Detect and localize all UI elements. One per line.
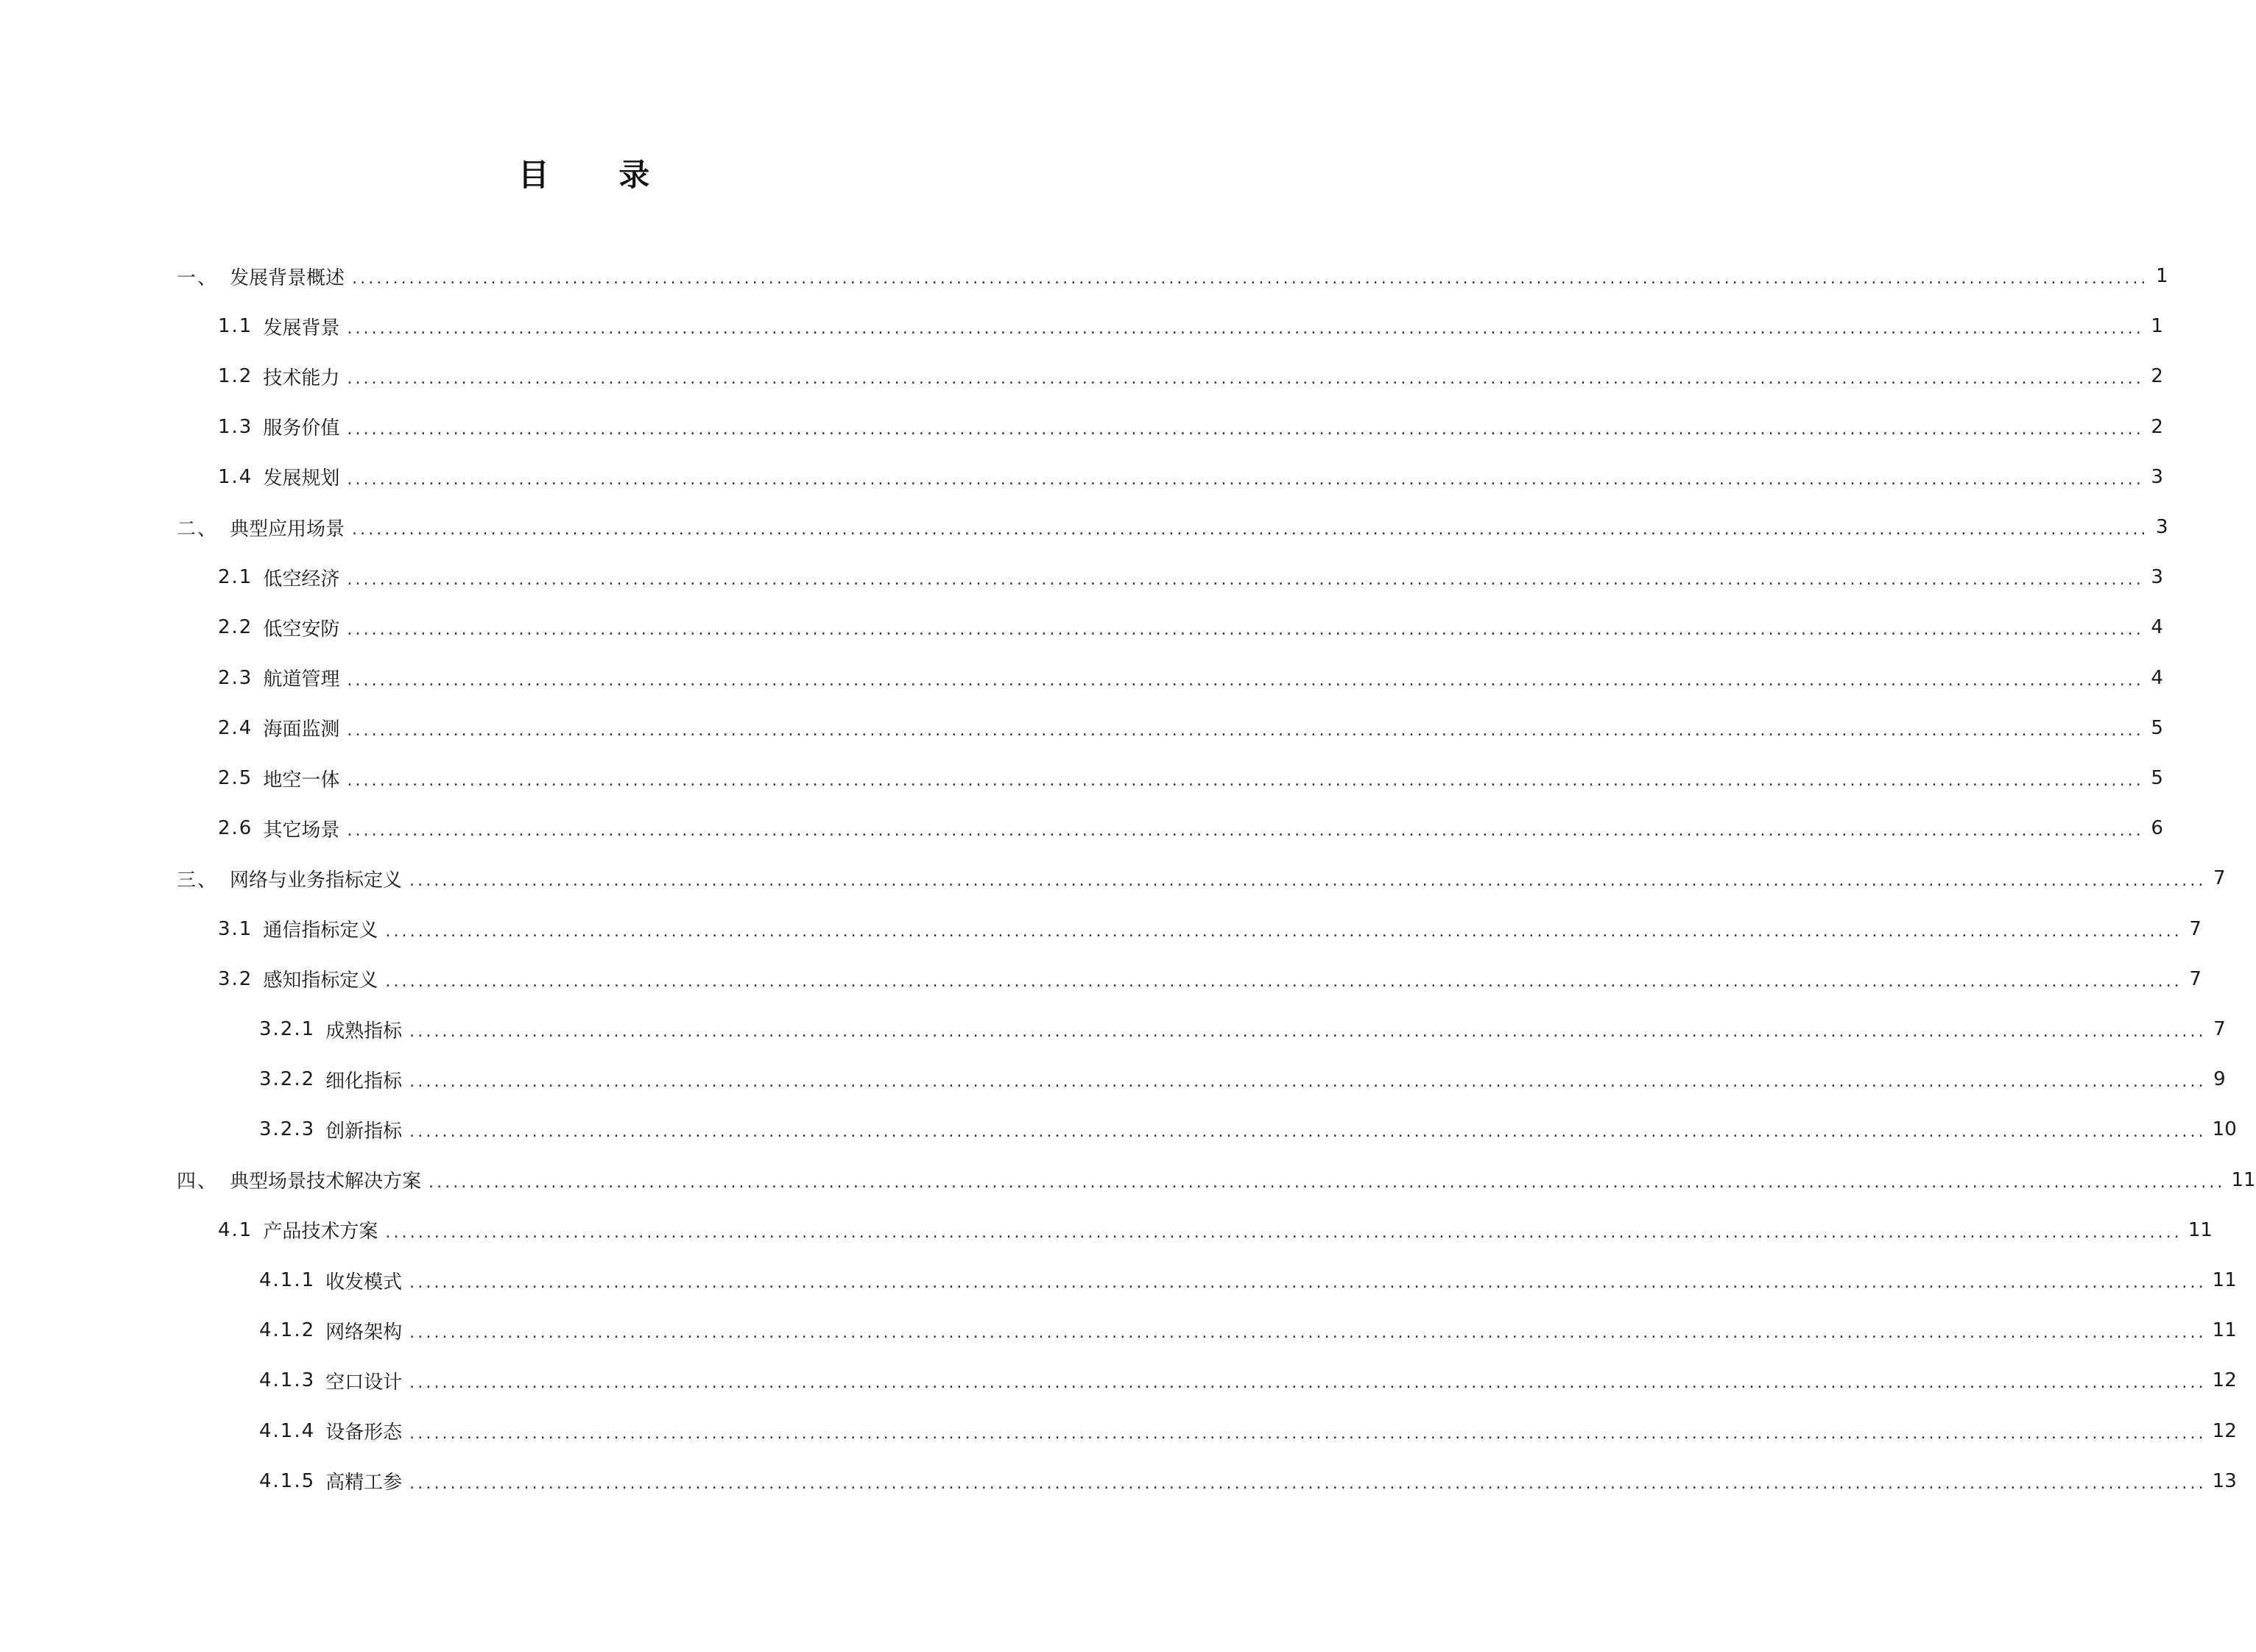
toc-entry-number: 2.2 [218,616,253,639]
toc-entry-title: 收发模式 [325,1271,403,1293]
dot-leader: ............................................................................................................................................................................................................................ [409,1274,2207,1292]
dot-leader: ............................................................................................................................................................................................................................ [352,520,2149,539]
toc-entry[interactable] [259,1111,2237,1148]
toc-entry-page-number: 11 [2231,1168,2256,1191]
toc-entry[interactable] [218,961,2202,998]
toc-entry-page-number: 3 [2151,465,2163,488]
toc-entry[interactable] [177,258,2168,294]
toc-entry-title: 空口设计 [325,1371,403,1394]
toc-entry-title: 创新指标 [325,1120,403,1143]
dot-leader: ............................................................................................................................................................................................................................ [385,972,2182,991]
dot-leader: ............................................................................................................................................................................................................................ [347,671,2144,690]
toc-entry-title: 发展背景概述 [230,266,345,289]
toc-entry[interactable] [218,1212,2213,1249]
toc-entry[interactable] [259,1312,2237,1349]
toc-entry-number: 一、 [177,266,219,289]
toc-entry-page-number: 1 [2155,265,2168,287]
dot-leader: ............................................................................................................................................................................................................................ [409,1374,2207,1393]
toc-entry-title: 低空经济 [263,568,340,590]
toc-entry-page-number: 11 [2212,1269,2237,1291]
toc-entry-title: 设备形态 [325,1422,403,1444]
toc-entry[interactable] [259,1463,2237,1500]
toc-entry-page-number: 5 [2151,767,2163,789]
toc-entry-title: 典型应用场景 [230,518,345,540]
dot-leader: ............................................................................................................................................................................................................................ [409,1073,2207,1092]
dot-leader: ............................................................................................................................................................................................................................ [409,872,2207,891]
toc-entry-page-number: 7 [2189,917,2202,940]
toc-entry-title: 通信指标定义 [263,919,378,942]
dot-leader: ............................................................................................................................................................................................................................ [347,772,2144,790]
toc-entry-number: 3.2.2 [259,1068,316,1091]
toc-entry-page-number: 2 [2151,415,2163,438]
dot-leader: ............................................................................................................................................................................................................................ [352,269,2149,288]
toc-entry-title: 高精工参 [325,1472,403,1494]
toc-entry-page-number: 7 [2213,1018,2226,1040]
dot-leader: ............................................................................................................................................................................................................................ [409,1474,2207,1493]
toc-entry[interactable] [259,1413,2237,1450]
toc-entry-title: 成熟指标 [325,1020,403,1042]
dot-leader: ............................................................................................................................................................................................................................ [347,721,2144,740]
toc-entry-page-number: 4 [2151,666,2163,689]
toc-entry-number: 四、 [177,1171,219,1193]
toc-entry[interactable] [259,1262,2237,1299]
toc-entry-page-number: 7 [2189,967,2202,990]
toc-entry[interactable] [218,308,2163,345]
dot-leader: ............................................................................................................................................................................................................................ [347,370,2144,389]
toc-heading: 目 录 [518,157,680,193]
toc-entry-number: 4.1.5 [259,1469,316,1492]
toc-entry-title: 服务价值 [263,417,340,440]
toc-entry-number: 4.1 [218,1218,253,1241]
toc-entry-page-number: 1 [2151,315,2163,338]
dot-leader: ............................................................................................................................................................................................................................ [347,571,2144,590]
toc-entry-page-number: 11 [2212,1319,2237,1342]
toc-entry-number: 3.2.3 [259,1118,316,1141]
dot-leader: ............................................................................................................................................................................................................................ [385,922,2182,941]
dot-leader: ............................................................................................................................................................................................................................ [347,470,2144,489]
toc-entry-number: 2.4 [218,716,253,739]
toc-entry[interactable] [218,710,2163,746]
toc-entry-title: 低空安防 [263,618,340,640]
dot-leader: ............................................................................................................................................................................................................................ [347,621,2144,640]
toc-entry[interactable] [259,1362,2237,1399]
toc-entry-title: 航道管理 [263,668,340,691]
dot-leader: ............................................................................................................................................................................................................................ [347,822,2144,841]
dot-leader: ............................................................................................................................................................................................................................ [409,1123,2207,1142]
toc-entry-number: 二、 [177,518,219,540]
toc-entry[interactable] [218,409,2163,445]
toc-entry[interactable] [218,911,2202,947]
toc-entry-number: 1.1 [218,315,253,338]
toc-entry-number: 4.1.3 [259,1369,316,1392]
toc-entry-page-number: 3 [2151,566,2163,589]
toc-entry-page-number: 11 [2188,1218,2213,1241]
toc-entry[interactable] [218,609,2163,646]
dot-leader: ............................................................................................................................................................................................................................ [429,1173,2226,1192]
toc-entry[interactable] [218,358,2163,395]
dot-leader: ............................................................................................................................................................................................................................ [385,1223,2182,1242]
dot-leader: ............................................................................................................................................................................................................................ [347,420,2144,439]
toc-entry-number: 2.5 [218,767,253,789]
toc-entry-title: 网络与业务指标定义 [230,869,403,892]
toc-entry[interactable] [218,459,2163,495]
toc-entry-page-number: 12 [2212,1369,2237,1392]
toc-entry-number: 2.1 [218,566,253,589]
toc-entry-page-number: 9 [2213,1068,2226,1091]
toc-entry-number: 1.3 [218,415,253,438]
toc-entry-page-number: 12 [2212,1419,2237,1442]
toc-entry-number: 三、 [177,869,219,892]
toc-entry-number: 4.1.1 [259,1269,316,1291]
toc-entry-number: 1.4 [218,465,253,488]
toc-entry-page-number: 2 [2151,365,2163,388]
toc-entry-title: 发展规划 [263,467,340,490]
toc-entry-page-number: 13 [2212,1469,2237,1492]
toc-entry-number: 4.1.2 [259,1319,316,1342]
toc-entry-title: 技术能力 [263,367,340,389]
dot-leader: ............................................................................................................................................................................................................................ [347,320,2144,339]
toc-entry[interactable] [259,1061,2226,1098]
toc-entry-number: 4.1.4 [259,1419,316,1442]
toc-entry-title: 细化指标 [325,1070,403,1092]
toc-entry-page-number: 6 [2151,817,2163,840]
toc-entry-title: 网络架构 [325,1321,403,1344]
toc-entry-page-number: 3 [2155,516,2168,538]
toc-entry-page-number: 10 [2212,1118,2237,1141]
toc-entry-title: 发展背景 [263,317,340,339]
toc-entry-page-number: 7 [2213,867,2226,890]
toc-entry[interactable] [218,559,2163,596]
toc-entry-number: 2.6 [218,817,253,840]
toc-entry[interactable] [218,660,2163,696]
toc-entry[interactable] [177,1162,2256,1199]
toc-entry-number: 2.3 [218,666,253,689]
toc-entry-number: 3.2.1 [259,1018,316,1040]
toc-entry-title: 典型场景技术解决方案 [230,1171,422,1193]
toc-entry[interactable] [259,1011,2226,1048]
toc-entry-page-number: 5 [2151,716,2163,739]
toc-entry-title: 其它场景 [263,819,340,841]
toc-entry[interactable] [218,810,2163,847]
toc-entry-number: 1.2 [218,365,253,388]
toc-entry-number: 3.2 [218,967,253,990]
dot-leader: ............................................................................................................................................................................................................................ [409,1424,2207,1443]
toc-entry[interactable] [218,760,2163,797]
toc-entry[interactable] [177,509,2168,546]
toc-entry-page-number: 4 [2151,616,2163,639]
toc-entry[interactable] [177,860,2226,897]
toc-entry-title: 感知指标定义 [263,970,378,992]
toc-entry-number: 3.1 [218,917,253,940]
toc-entry-title: 海面监测 [263,719,340,741]
dot-leader: ............................................................................................................................................................................................................................ [409,1324,2207,1343]
dot-leader: ............................................................................................................................................................................................................................ [409,1023,2207,1041]
toc-entry-title: 产品技术方案 [263,1221,378,1243]
toc-entry-title: 地空一体 [263,769,340,791]
